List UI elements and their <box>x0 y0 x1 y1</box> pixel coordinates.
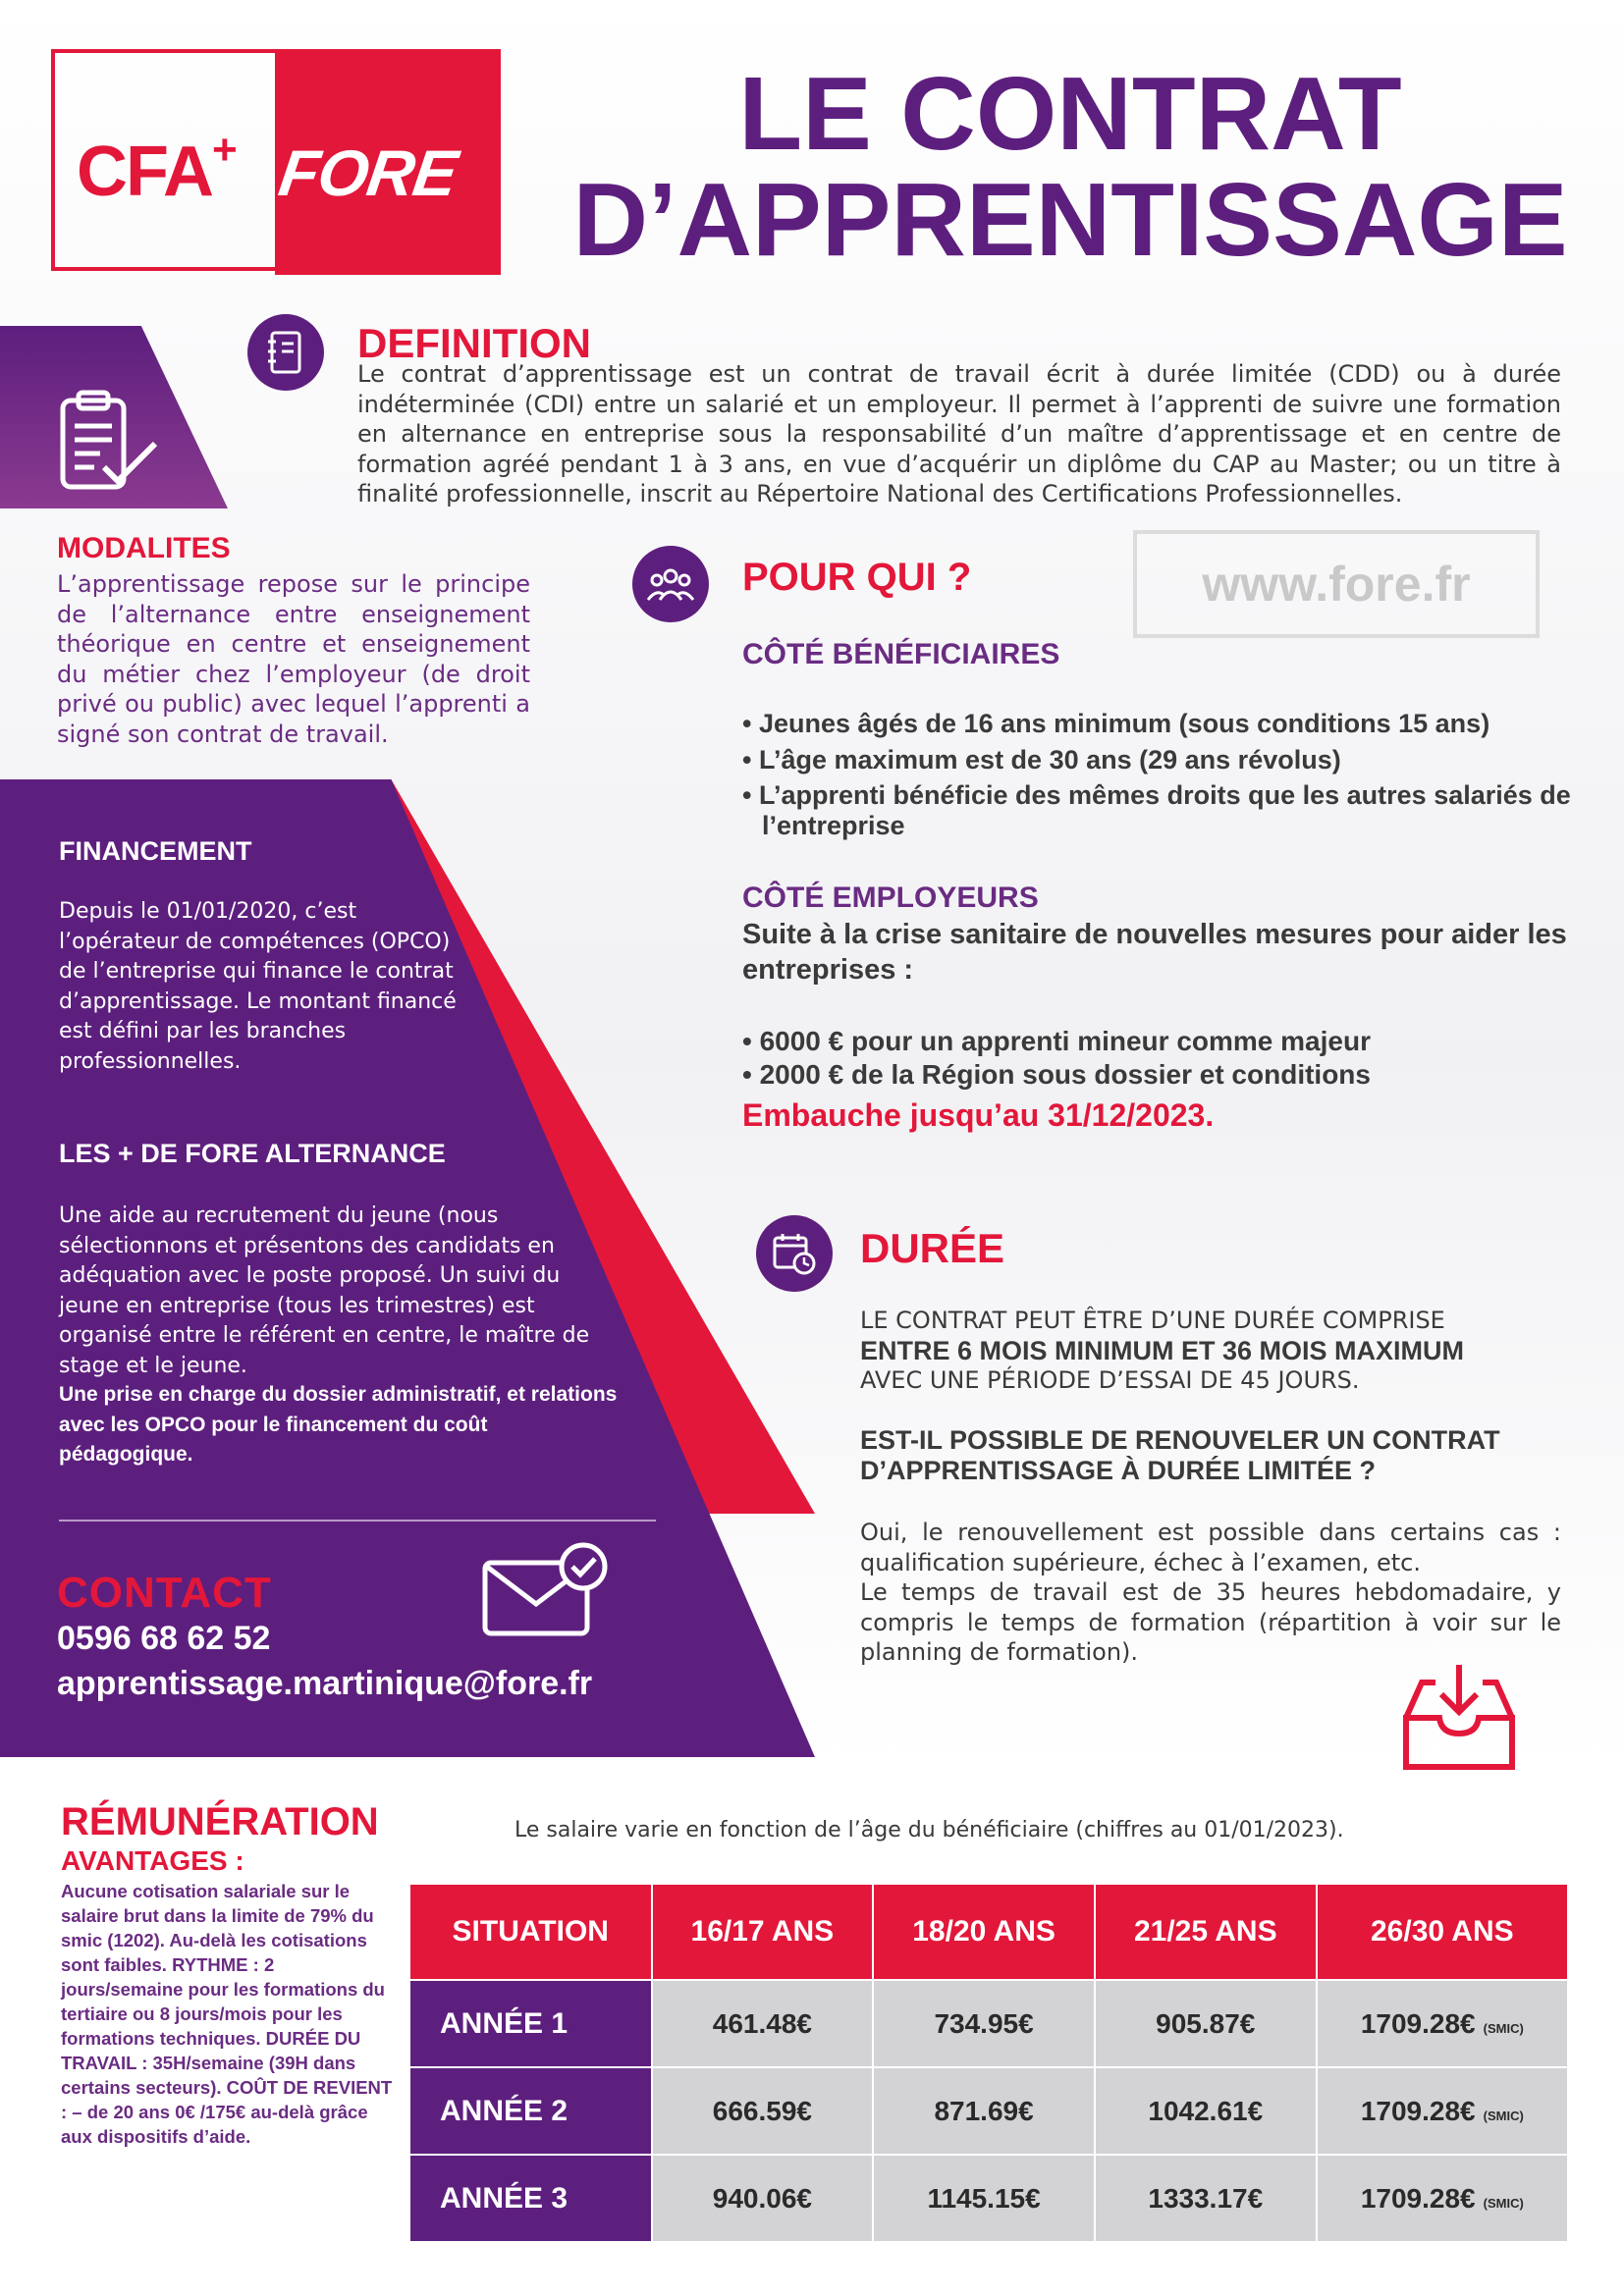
plus-fore-title: LES + DE FORE ALTERNANCE <box>59 1139 446 1168</box>
plus-fore-text: Une aide au recrutement du jeune (nous sélectionnons et présentons des candidats en adéquation avec le poste proposé. Un suivi du jeune en entreprise (tous les trimestres) est organisé entre le référent en centre, le maître de stage et le jeune. <box>59 1203 590 1378</box>
duree-title: DURÉE <box>860 1225 1005 1271</box>
employeurs-list <box>742 1025 1587 1092</box>
table-cell: 905.87€ <box>1095 1980 1317 2067</box>
group-icon <box>632 546 709 622</box>
remuneration-table <box>408 1883 1569 2243</box>
table-cell: 1709.28€ (SMIC) <box>1317 2155 1568 2242</box>
list-item: • Jeunes âgés de 16 ans minimum (sous conditions 15 ans) <box>742 709 1490 738</box>
table-header: 16/17 ANS <box>652 1884 874 1980</box>
employeurs-lead: Suite à la crise sanitaire de nouvelles mesures pour aider les entreprises : <box>742 919 1567 986</box>
remuneration-title: RÉMUNÉRATION <box>61 1800 379 1843</box>
financement-text: Depuis le 01/01/2020, c’est l’opérateur de compétences (OPCO) de l’entreprise qui finance le contrat d’apprentissage. Le montant financé est défini par les branches professionnelles. <box>59 899 457 1074</box>
table-cell: 1145.15€ <box>873 2155 1095 2242</box>
table-header-row <box>409 1884 1568 1980</box>
beneficiaires-list <box>742 709 1587 846</box>
salaire-note: Le salaire varie en fonction de l’âge du bénéficiaire (chiffres au 01/01/2023). <box>514 1818 1344 1842</box>
table-cell: 1709.28€ (SMIC) <box>1317 1980 1568 2067</box>
page-title: LE CONTRAT D’APPRENTISSAGE <box>572 56 1568 278</box>
contact-divider <box>59 1520 656 1522</box>
avantages-title: AVANTAGES : <box>61 1845 244 1876</box>
list-item: • L’âge maximum est de 30 ans (29 ans révolus) <box>742 744 1341 774</box>
employeurs-title: CÔTÉ EMPLOYEURS <box>742 881 1039 914</box>
table-cell: 1333.17€ <box>1095 2155 1317 2242</box>
renouvellement-answer: Oui, le renouvellement est possible dans certains cas : qualification supérieure, échec à l’examen, etc. Le temps de travail est de 35 heures hebdomadaire, y compris le temps de formation (répartition à voir sur le planning de formation). <box>860 1519 1561 1666</box>
list-item: • 2000 € de la Région sous dossier et conditions <box>742 1059 1371 1090</box>
table-row <box>409 2067 1568 2155</box>
contact-email[interactable]: apprentissage.martinique@fore.fr <box>57 1665 593 1702</box>
table-header: 18/20 ANS <box>873 1884 1095 1980</box>
row-label: ANNÉE 3 <box>409 2155 652 2242</box>
website-link[interactable]: www.fore.fr <box>1133 530 1540 638</box>
list-item: • L’apprenti bénéficie des mêmes droits que les autres salariés de l’entreprise <box>742 780 1571 840</box>
calendar-clock-icon <box>756 1215 833 1292</box>
list-item: • 6000 € pour un apprenti mineur comme majeur <box>742 1026 1371 1056</box>
download-tray-icon <box>1400 1661 1518 1775</box>
contact-title: CONTACT <box>57 1569 272 1617</box>
duree-text: LE CONTRAT PEUT ÊTRE D’UNE DURÉE COMPRISE ENTRE 6 MOIS MINIMUM ET 36 MOIS MAXIMUM AVEC UNE PÉRIODE D’ESSAI DE 45 JOURS. <box>860 1307 1465 1394</box>
table-cell: 1709.28€ (SMIC) <box>1317 2067 1568 2155</box>
definition-text: Le contrat d’apprentissage est un contrat de travail écrit à durée limitée (CDD) ou à durée indéterminée (CDI) entre un salarié et un employeur. Il permet à l’apprenti de suivre une formation en alternance en entreprise sous la responsabilité d’un maître d’apprentissage et en centre de formation agréé pendant 1 à 3 ans, en vue d’acquérir un diplôme du CAP au Master; ou un titre à finalité professionnelle, inscrit au Répertoire National des Certifications Professionnelles. <box>357 360 1561 507</box>
table-header: 21/25 ANS <box>1095 1884 1317 1980</box>
table-cell: 1042.61€ <box>1095 2067 1317 2155</box>
table-header: SITUATION <box>409 1884 652 1980</box>
pour-qui-title: POUR QUI ? <box>742 556 972 599</box>
table-cell: 666.59€ <box>652 2067 874 2155</box>
table-cell: 871.69€ <box>873 2067 1095 2155</box>
table-cell: 940.06€ <box>652 2155 874 2242</box>
beneficiaires-title: CÔTÉ BÉNÉFICIAIRES <box>742 638 1060 670</box>
embauche-highlight: Embauche jusqu’au 31/12/2023. <box>742 1097 1215 1133</box>
modalites-title: MODALITES <box>57 532 231 564</box>
modalites-text: L’apprentissage repose sur le principe de l’alternance entre enseignement théorique en centre et enseignement du métier chez l’employeur (de droit privé ou public) avec lequel l’apprenti a signé son contrat de travail. <box>57 570 530 748</box>
avantages-text: Aucune cotisation salariale sur le salaire brut dans la limite de 79% du smic (1202). Au-delà les cotisations sont faibles. RYTHME : 2 jours/semaine pour les formations du tertiaire ou 8 jours/mois pour les formations techniques. DURÉE DU TRAVAIL : 35H/semaine (39H dans certains secteurs). COÛT DE REVIENT : – de 20 ans 0€ /175€ au-delà grâce aux dispositifs d’aide. <box>61 1881 393 2147</box>
table-cell: 461.48€ <box>652 1980 874 2067</box>
logo-fore: FORE <box>274 136 461 209</box>
financement-title: FINANCEMENT <box>59 836 252 866</box>
table-row <box>409 1980 1568 2067</box>
clipboard-check-icon <box>57 387 163 495</box>
table-header: 26/30 ANS <box>1317 1884 1568 1980</box>
contact-phone[interactable]: 0596 68 62 52 <box>57 1620 271 1657</box>
notebook-icon <box>247 314 324 391</box>
row-label: ANNÉE 1 <box>409 1980 652 2067</box>
renouvellement-question: EST-IL POSSIBLE DE RENOUVELER UN CONTRAT D’APPRENTISSAGE À DURÉE LIMITÉE ? <box>860 1425 1500 1485</box>
row-label: ANNÉE 2 <box>409 2067 652 2155</box>
plus-fore-bold-text: Une prise en charge du dossier administratif, et relations avec les OPCO pour le financement du coût pédagogique. <box>59 1383 618 1466</box>
logo-cfa: CFA+ <box>77 126 236 211</box>
table-cell: 734.95€ <box>873 1980 1095 2067</box>
table-row <box>409 2155 1568 2242</box>
definition-title: DEFINITION <box>357 320 591 366</box>
mail-check-icon <box>481 1541 619 1639</box>
